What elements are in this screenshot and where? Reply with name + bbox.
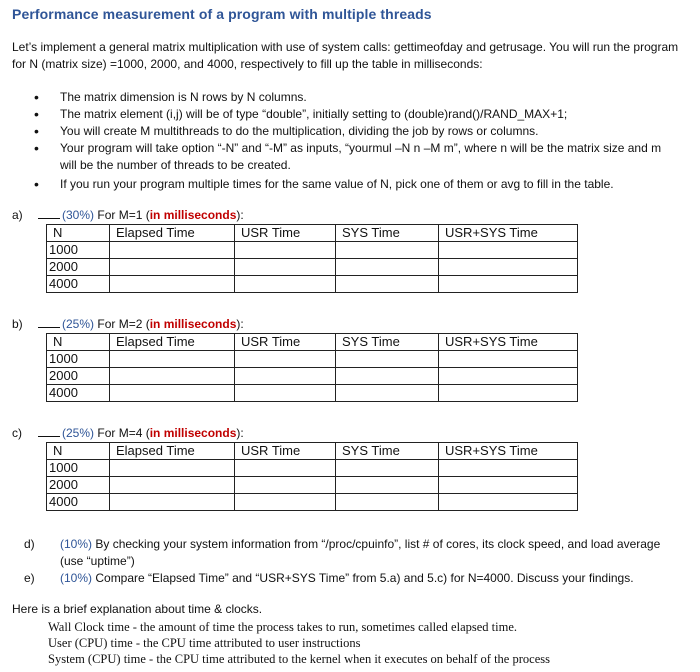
cell[interactable]: [439, 494, 578, 511]
row-n: 4000: [47, 385, 110, 402]
question-d: [12, 536, 682, 570]
row-n: 2000: [47, 368, 110, 385]
row-n: 4000: [47, 494, 110, 511]
cell[interactable]: [235, 276, 336, 293]
requirements-list: [34, 89, 674, 193]
header-usr-sys: USR+SYS Time: [439, 225, 578, 242]
cell[interactable]: [110, 276, 235, 293]
cell[interactable]: [336, 276, 439, 293]
row-n: 4000: [47, 276, 110, 293]
results-table-m1: [46, 224, 578, 293]
section-label: For M=2 (: [97, 317, 150, 331]
list-item: • If you run your program multiple times for the same value of N, pick one of them or avg to fill in the table.: [34, 176, 674, 193]
list-item: • You will create M multithreads to do the multiplication, dividing the job by rows or columns.: [34, 123, 674, 140]
section-letter: a): [12, 208, 23, 222]
table-row: [47, 259, 578, 276]
definition-wall-clock: Wall Clock time - the amount of time the process takes to run, sometimes called elapsed time.: [48, 620, 518, 634]
cell[interactable]: [235, 477, 336, 494]
header-usr-sys: USR+SYS Time: [439, 334, 578, 351]
section-label: For M=1 (: [97, 208, 150, 222]
section-tail: ):: [236, 426, 244, 440]
cell[interactable]: [336, 242, 439, 259]
header-usr: USR Time: [235, 334, 336, 351]
question-letter: d): [24, 537, 35, 551]
cell[interactable]: [336, 385, 439, 402]
row-n: 1000: [47, 242, 110, 259]
table-row: [47, 385, 578, 402]
row-n: 2000: [47, 259, 110, 276]
cell[interactable]: [110, 242, 235, 259]
cell[interactable]: [439, 242, 578, 259]
question-weight: (10%): [60, 571, 93, 585]
cell[interactable]: [336, 460, 439, 477]
cell[interactable]: [235, 494, 336, 511]
cell[interactable]: [235, 368, 336, 385]
cell[interactable]: [235, 259, 336, 276]
section-tail: ):: [236, 208, 244, 222]
table-row: [47, 276, 578, 293]
list-item: • The matrix element (i,j) will be of type “double”, initially setting to (double)rand()/RAND_MAX+1;: [34, 106, 674, 123]
section-tail: ):: [236, 317, 244, 331]
row-n: 1000: [47, 460, 110, 477]
table-row: [47, 242, 578, 259]
section-weight: (30%): [62, 208, 95, 222]
cell[interactable]: [110, 477, 235, 494]
cell[interactable]: [110, 494, 235, 511]
definition-user-time: User (CPU) time - the CPU time attributed to user instructions: [48, 636, 361, 650]
section-weight: (25%): [62, 426, 95, 440]
cell[interactable]: [235, 242, 336, 259]
cell[interactable]: [439, 276, 578, 293]
header-sys: SYS Time: [336, 443, 439, 460]
cell[interactable]: [439, 351, 578, 368]
header-usr-sys: USR+SYS Time: [439, 443, 578, 460]
header-elapsed: Elapsed Time: [110, 334, 235, 351]
section-weight: (25%): [62, 317, 95, 331]
header-n: N: [47, 443, 110, 460]
section-letter: b): [12, 317, 23, 331]
cell[interactable]: [110, 460, 235, 477]
section-a-heading: [12, 208, 244, 222]
question-text: Compare “Elapsed Time” and “USR+SYS Time” from 5.a) and 5.c) for N=4000. Discuss your findings.: [92, 571, 634, 585]
blank-line: [38, 426, 60, 437]
section-label: For M=4 (: [97, 426, 150, 440]
section-unit: in milliseconds: [149, 208, 237, 222]
row-n: 2000: [47, 477, 110, 494]
cell[interactable]: [336, 259, 439, 276]
cell[interactable]: [336, 494, 439, 511]
table-row: [47, 368, 578, 385]
list-item: • The matrix dimension is N rows by N columns.: [34, 89, 674, 106]
table-row: [47, 494, 578, 511]
header-sys: SYS Time: [336, 225, 439, 242]
header-usr: USR Time: [235, 443, 336, 460]
definition-system-time: System (CPU) time - the CPU time attributed to the kernel when it executes on behalf of the process: [48, 652, 550, 666]
header-usr: USR Time: [235, 225, 336, 242]
cell[interactable]: [110, 259, 235, 276]
cell[interactable]: [439, 259, 578, 276]
cell[interactable]: [439, 477, 578, 494]
cell[interactable]: [235, 385, 336, 402]
cell[interactable]: [110, 351, 235, 368]
cell[interactable]: [336, 368, 439, 385]
question-weight: (10%): [60, 537, 93, 551]
question-list: [12, 536, 682, 587]
header-elapsed: Elapsed Time: [110, 443, 235, 460]
brief-heading: Here is a brief explanation about time & clocks.: [12, 602, 263, 616]
table-row: [47, 351, 578, 368]
list-item: • Your program will take option “-N” and “-M” as inputs, “yourmul –N n –M m”, where n will be the matrix size and m will be the number of threads to be created.: [34, 140, 674, 174]
blank-line: [38, 317, 60, 328]
cell[interactable]: [110, 385, 235, 402]
section-c-heading: [12, 426, 244, 440]
cell[interactable]: [439, 460, 578, 477]
table-row: [47, 477, 578, 494]
cell[interactable]: [439, 368, 578, 385]
question-letter: e): [24, 571, 35, 585]
intro-paragraph: Let’s implement a general matrix multiplication with use of system calls: gettimeofday and getrusage. You will run the program for N (matrix size) =1000, 2000, and 4000, respectively to fill up the table in milliseconds:: [12, 40, 679, 71]
header-n: N: [47, 225, 110, 242]
section-b-heading: [12, 317, 244, 331]
section-unit: in milliseconds: [149, 317, 237, 331]
header-sys: SYS Time: [336, 334, 439, 351]
header-n: N: [47, 334, 110, 351]
definitions: [48, 619, 550, 667]
results-table-m4: [46, 442, 578, 511]
cell[interactable]: [110, 368, 235, 385]
cell[interactable]: [439, 385, 578, 402]
section-letter: c): [12, 426, 22, 440]
cell[interactable]: [336, 351, 439, 368]
table-row: [47, 460, 578, 477]
results-table-m2: [46, 333, 578, 402]
question-text: By checking your system information from “/proc/cpuinfo”, list # of cores, its clock speed, and load average (use “uptime”): [60, 537, 661, 568]
blank-line: [38, 208, 60, 219]
page-title: Performance measurement of a program with multiple threads: [12, 6, 432, 22]
header-elapsed: Elapsed Time: [110, 225, 235, 242]
row-n: 1000: [47, 351, 110, 368]
section-unit: in milliseconds: [149, 426, 237, 440]
cell[interactable]: [235, 351, 336, 368]
cell[interactable]: [235, 460, 336, 477]
question-e: [12, 570, 682, 587]
cell[interactable]: [336, 477, 439, 494]
